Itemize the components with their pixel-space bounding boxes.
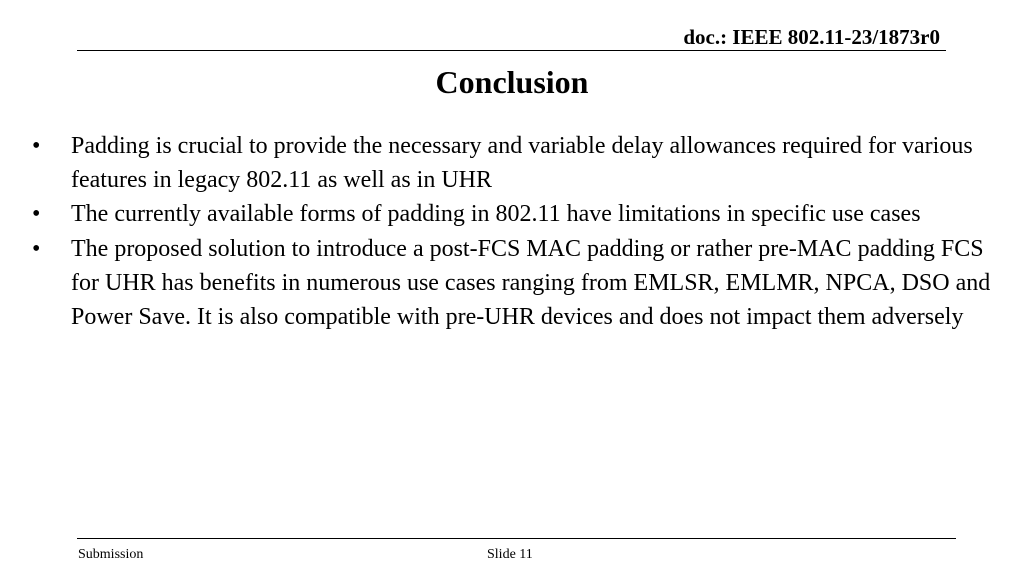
footer-rule [77, 538, 956, 539]
bullet-marker: • [32, 235, 41, 262]
bullet-item [32, 232, 1007, 335]
bullet-marker: • [32, 133, 41, 159]
bullet-list [32, 129, 1007, 334]
bullet-marker: • [32, 201, 41, 228]
bullet-text: The proposed solution to introduce a post-FCS MAC padding or rather pre-MAC padding FCS for UHR has benefits in numerous use cases ranging from EMLSR, EMLMR, NPCA, DSO and Power Save. It is also compatible with pre-UHR devices and does not impact them adversely [71, 235, 991, 331]
bullet-item [32, 129, 1007, 197]
footer-submission: Submission [78, 547, 144, 562]
bullet-text: The currently available forms of padding in 802.11 have limitations in specific use cases [71, 201, 921, 228]
slide-title: Conclusion [435, 64, 589, 100]
document-id: doc.: IEEE 802.11-23/1873r0 [683, 25, 940, 49]
bullet-text: Padding is crucial to provide the necessary and variable delay allowances required for various features in legacy 802.11 as well as in UHR [71, 133, 973, 194]
footer-slide-number: Slide 11 [487, 547, 533, 562]
bullet-item [32, 197, 1007, 231]
header-rule [77, 50, 946, 51]
